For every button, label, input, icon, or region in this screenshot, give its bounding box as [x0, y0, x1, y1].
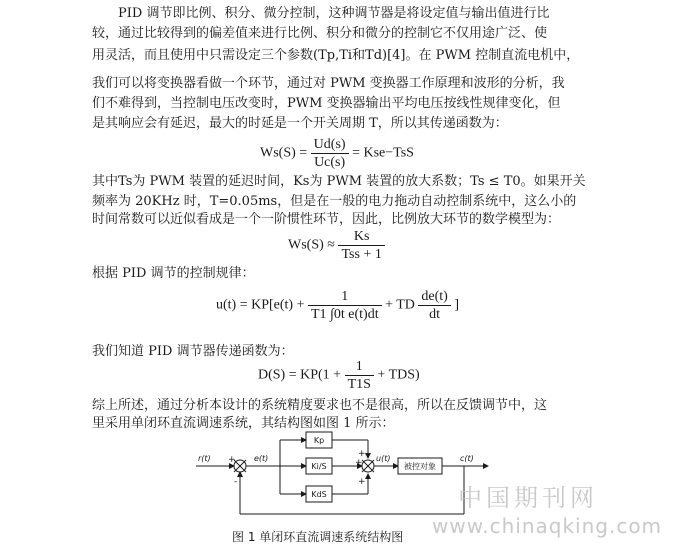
eq-middle: + TD	[385, 297, 415, 313]
eq-numerator: 1	[345, 358, 374, 376]
watermark-url: www.chinaqking.com	[432, 514, 663, 538]
text-line: 频率为 20KHz 时，T=0.05ms，但是在一般的电力拖动自动控制系统中，这么小的	[92, 194, 577, 209]
text-line: PID 调节即比例、积分、微分控制，这种调节器是将设定值与输出值进行比	[118, 6, 550, 21]
label-block-p: Kp	[313, 436, 325, 445]
text-line: 们不难得到，当控制电压改变时，PWM 变换器输出平均电压按线性规律变化，但	[92, 96, 561, 111]
eq-denominator: Uc(s)	[314, 155, 346, 170]
eq-numerator: 1	[308, 288, 382, 306]
eq-denominator: Tss + 1	[341, 247, 382, 262]
text-line: 用灵活，而且使用中只需设定三个参数(Tp,Ti和Td)[4]。在 PWM 控制直流电机中，	[92, 48, 580, 63]
eq-numerator: Ud(s)	[311, 136, 349, 154]
sign-plus-3: +	[355, 458, 363, 468]
label-output: c(t)	[460, 454, 474, 463]
eq-denominator: dt	[429, 307, 441, 322]
figure-caption: 图 1 单闭环直流调速系统结构图	[232, 530, 404, 544]
text-line: 其中Ts为 PWM 装置的延迟时间，Ks为 PWM 装置的放大系数；Ts ≤ T0。如果开关	[92, 174, 586, 189]
sign-plus-1: +	[228, 455, 236, 465]
sign-plus-4: +	[358, 477, 366, 487]
eq-numerator: Ks	[338, 228, 384, 246]
watermark-cn: 中国期刊网	[458, 484, 598, 512]
sign-minus: -	[234, 477, 238, 487]
text-line: 较，通过比较得到的偏差值来进行比例、积分和微分的控制它不仅用途广泛、使	[92, 26, 548, 41]
eq-lhs: D(S) = KP(1 +	[258, 367, 342, 383]
text-line: 里采用单闭环直流调速系统，其结构图如图 1 所示：	[92, 416, 395, 431]
eq-rhs: + TDS)	[377, 367, 420, 383]
eq-end: ]	[454, 297, 460, 313]
text-line: 是其响应会有延迟，最大的时延是一个开关周期 T，所以其传递函数为：	[92, 116, 508, 131]
label-block-d: KdS	[311, 490, 327, 499]
label-error: e(t)	[254, 454, 269, 463]
paragraph-3: 根据 PID 调节的控制规律：	[92, 266, 255, 281]
eq-numerator: de(t)	[418, 288, 450, 306]
eq-lhs: Ws(S) =	[260, 145, 308, 161]
label-block-i: Ki/S	[311, 462, 327, 471]
label-plant: 被控对象	[404, 462, 436, 471]
eq-denominator: T1 ∫0t e(t)dt	[311, 307, 379, 322]
eq-lhs: Ws(S) ≈	[288, 237, 335, 253]
label-input: r(t)	[198, 454, 211, 463]
sign-plus-2: +	[358, 449, 366, 459]
paragraph-4: 我们知道 PID 调节器传递函数为：	[92, 344, 294, 359]
eq-rhs: = Kse−TsS	[352, 145, 414, 161]
label-control: u(t)	[376, 454, 391, 463]
text-line: 时间常数可以近似看成是一个一阶惯性环节，因此，比例放大环节的数学模型为：	[92, 212, 561, 227]
eq-lhs: u(t) = KP[e(t) +	[216, 297, 305, 313]
text-line: 综上所述，通过分析本设计的系统精度要求也不是很高，所以在反馈调节中，这	[92, 398, 548, 413]
eq-denominator: T1S	[347, 377, 371, 392]
text-line: 我们可以将变换器看做一个环节，通过对 PWM 变换器工作原理和波形的分析，我	[92, 76, 565, 91]
